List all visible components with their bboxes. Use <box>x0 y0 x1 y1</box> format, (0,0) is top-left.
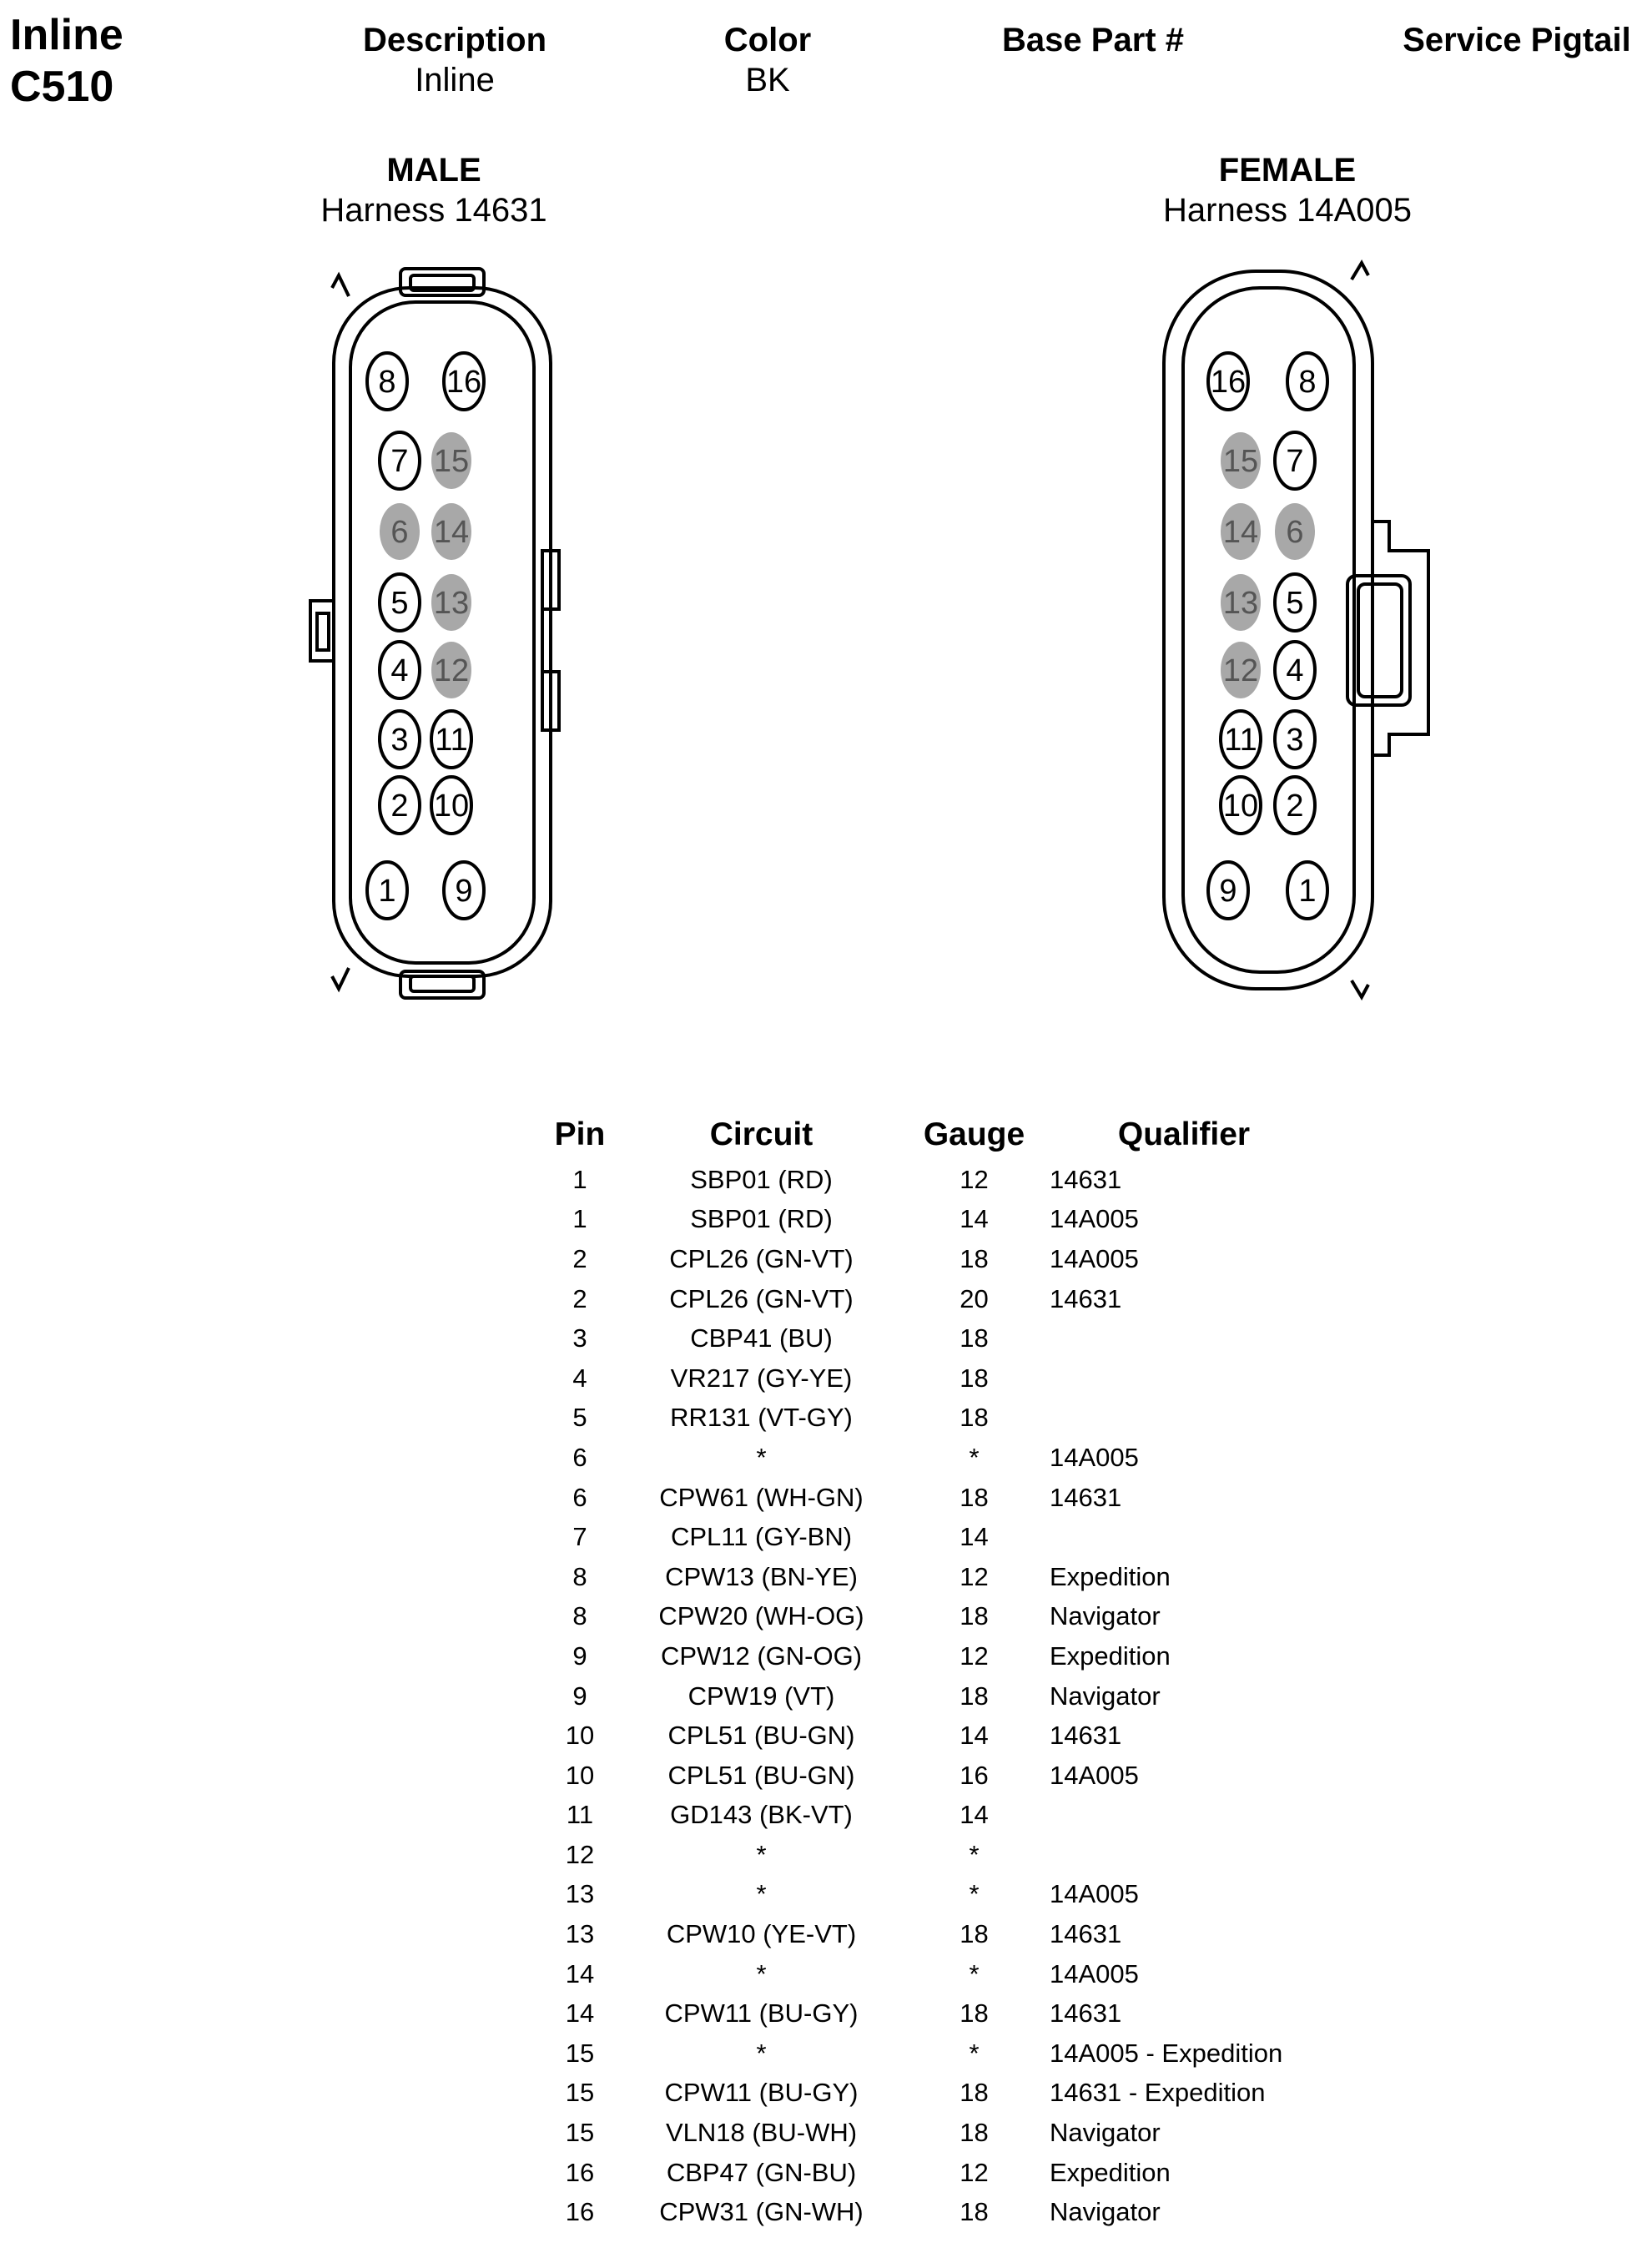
table-row <box>542 1954 1325 1994</box>
qualifier-cell <box>1043 1835 1325 1875</box>
female-pin-label: 13 <box>1222 586 1259 621</box>
qualifier-cell: 14A005 - Expedition <box>1050 2038 1283 2068</box>
pin-cell: 2 <box>572 1243 587 1273</box>
gauge-cell: * <box>969 1958 980 1988</box>
pin-cell: 13 <box>565 1879 595 1909</box>
circuit-cell: * <box>756 1839 767 1869</box>
circuit-cell: CPW20 (WH-OG) <box>658 1601 864 1631</box>
male-pin-label: 5 <box>390 586 409 621</box>
circuit-cell: * <box>756 1958 767 1988</box>
female-pin-label: 8 <box>1298 365 1317 400</box>
table-row <box>542 1279 1325 1319</box>
male-pin-label: 15 <box>433 444 470 479</box>
circuit-cell: CBP41 (BU) <box>690 1323 833 1353</box>
female-pin-label: 10 <box>1222 789 1259 824</box>
qualifier-cell: 14A005 <box>1050 1958 1139 1988</box>
female-pin-label: 9 <box>1219 874 1237 909</box>
gauge-cell: 18 <box>959 1482 989 1512</box>
gauge-cell: 12 <box>959 2157 989 2187</box>
gauge-cell: 18 <box>959 1919 989 1949</box>
pin-cell: 8 <box>572 1601 587 1631</box>
pin-table <box>542 1110 1325 2232</box>
gauge-cell: 18 <box>959 1323 989 1353</box>
qualifier-cell: Navigator <box>1050 1681 1161 1711</box>
gauge-cell: 14 <box>959 1522 989 1552</box>
gauge-cell: * <box>969 2038 980 2068</box>
male-pin-label: 8 <box>378 365 396 400</box>
pin-cell: 4 <box>572 1363 587 1393</box>
gauge-cell: * <box>969 1442 980 1472</box>
table-row <box>542 1358 1325 1399</box>
gauge-cell: 18 <box>959 2118 989 2148</box>
table-row <box>542 1557 1325 1597</box>
table-row <box>542 1875 1325 1915</box>
qualifier-cell <box>1043 1517 1325 1557</box>
male-pin-label: 11 <box>435 723 468 758</box>
circuit-cell: CPW11 (BU-GY) <box>664 2078 859 2108</box>
female-pin-label: 3 <box>1286 723 1304 758</box>
circuit-cell: CPL11 (GY-BN) <box>670 1522 853 1552</box>
qualifier-cell: 14A005 <box>1050 1243 1139 1273</box>
table-row <box>542 2153 1325 2193</box>
circuit-cell: CPL26 (GN-VT) <box>669 1283 854 1313</box>
male-pin-label: 14 <box>433 515 470 550</box>
gauge-cell: 18 <box>959 1243 989 1273</box>
table-row <box>542 1914 1325 1954</box>
circuit-cell: CPL51 (BU-GN) <box>667 1721 855 1751</box>
circuit-cell: * <box>756 1879 767 1909</box>
table-row <box>542 1318 1325 1358</box>
table-row <box>542 1716 1325 1756</box>
gauge-cell: 18 <box>959 2197 989 2227</box>
female-pin-label: 1 <box>1298 874 1317 909</box>
pin-cell: 15 <box>565 2118 595 2148</box>
pin-table-header <box>542 1110 1325 1160</box>
gauge-cell: 12 <box>959 1561 989 1591</box>
table-row <box>542 1438 1325 1478</box>
female-pin-label: 15 <box>1222 444 1259 479</box>
circuit-cell: CPW12 (GN-OG) <box>660 1641 863 1671</box>
table-row <box>542 1756 1325 1796</box>
female-pin-label: 5 <box>1286 586 1304 621</box>
female-pin-label: 4 <box>1286 653 1304 688</box>
male-pin-label: 1 <box>378 874 396 909</box>
table-row <box>542 1676 1325 1716</box>
table-row <box>542 2034 1325 2074</box>
base-part-label: Base Part # <box>1002 22 1184 58</box>
pin-cell: 15 <box>565 2078 595 2108</box>
pin-cell: 9 <box>572 1681 587 1711</box>
gauge-cell: 12 <box>959 1164 989 1194</box>
pin-cell: 6 <box>572 1482 587 1512</box>
pin-cell: 6 <box>572 1442 587 1472</box>
table-row <box>542 1796 1325 1836</box>
gauge-cell: 18 <box>959 1403 989 1433</box>
qualifier-cell: 14631 <box>1050 1919 1122 1949</box>
qualifier-cell <box>1043 1796 1325 1836</box>
male-pin-label: 13 <box>433 586 470 621</box>
connector-id: C510 <box>10 63 114 111</box>
pin-cell: 10 <box>565 1760 595 1790</box>
circuit-cell: CPW19 (VT) <box>687 1681 835 1711</box>
male-harness: Harness 14631 <box>320 192 547 229</box>
qualifier-cell: 14631 <box>1050 1482 1122 1512</box>
circuit-cell: CPW10 (YE-VT) <box>666 1919 857 1949</box>
pin-header: Pin <box>554 1116 606 1152</box>
gauge-cell: 18 <box>959 1601 989 1631</box>
pin-cell: 16 <box>565 2157 595 2187</box>
male-pin-label: 3 <box>390 723 409 758</box>
qualifier-cell: 14631 <box>1050 1283 1122 1313</box>
pin-cell: 12 <box>565 1839 595 1869</box>
color-label: Color <box>723 22 812 58</box>
qualifier-cell: Expedition <box>1050 1561 1171 1591</box>
table-row <box>542 2074 1325 2114</box>
qualifier-cell: Expedition <box>1050 1641 1171 1671</box>
description-value: Inline <box>415 62 495 98</box>
male-pin-label: 6 <box>390 515 409 550</box>
pin-cell: 9 <box>572 1641 587 1671</box>
male-pin-label: 10 <box>433 789 470 824</box>
female-title: FEMALE <box>1218 152 1357 189</box>
pin-cell: 16 <box>565 2197 595 2227</box>
table-row <box>542 1399 1325 1439</box>
table-row <box>542 1597 1325 1637</box>
circuit-cell: * <box>756 2038 767 2068</box>
female-pin-label: 2 <box>1286 789 1304 824</box>
circuit-cell: CPW31 (GN-WH) <box>659 2197 864 2227</box>
gauge-cell: 18 <box>959 1998 989 2029</box>
qualifier-cell <box>1043 1358 1325 1399</box>
connector-name: Inline <box>10 11 123 59</box>
color-value: BK <box>745 62 790 98</box>
qualifier-header: Qualifier <box>1117 1116 1251 1152</box>
male-pin-label: 4 <box>390 653 409 688</box>
gauge-cell: 18 <box>959 1681 989 1711</box>
qualifier-cell: 14A005 <box>1050 1442 1139 1472</box>
gauge-cell: * <box>969 1839 980 1869</box>
qualifier-cell: Navigator <box>1050 1601 1161 1631</box>
pin-cell: 14 <box>565 1958 595 1988</box>
circuit-cell: RR131 (VT-GY) <box>670 1403 853 1433</box>
female-pin-label: 16 <box>1210 365 1247 400</box>
service-pigtail-label: Service Pigtail <box>1403 22 1631 58</box>
female-harness: Harness 14A005 <box>1163 192 1412 229</box>
gauge-cell: 14 <box>959 1800 989 1830</box>
female-pin-label: 12 <box>1222 653 1259 688</box>
circuit-header: Circuit <box>709 1116 813 1152</box>
female-connector <box>0 0 1652 1085</box>
female-pin-label: 14 <box>1222 515 1259 550</box>
female-body <box>1164 271 1372 989</box>
qualifier-cell: 14631 <box>1050 1998 1122 2029</box>
qualifier-cell: Navigator <box>1050 2118 1161 2148</box>
male-pin-label: 12 <box>433 653 470 688</box>
pin-cell: 14 <box>565 1998 595 2029</box>
gauge-header: Gauge <box>923 1116 1025 1152</box>
table-row <box>542 2192 1325 2232</box>
circuit-cell: CPW11 (BU-GY) <box>664 1998 859 2029</box>
gauge-cell: 12 <box>959 1641 989 1671</box>
female-pin-label: 7 <box>1286 444 1304 479</box>
male-pin-label: 7 <box>390 444 409 479</box>
circuit-cell: SBP01 (RD) <box>690 1164 833 1194</box>
pin-cell: 1 <box>572 1164 587 1194</box>
circuit-cell: CPW61 (WH-GN) <box>659 1482 864 1512</box>
male-pin-label: 16 <box>446 365 482 400</box>
gauge-cell: 14 <box>959 1204 989 1234</box>
qualifier-cell: 14A005 <box>1050 1760 1139 1790</box>
qualifier-cell: 14A005 <box>1050 1204 1139 1234</box>
pin-cell: 13 <box>565 1919 595 1949</box>
circuit-cell: * <box>756 1442 767 1472</box>
pin-cell: 10 <box>565 1721 595 1751</box>
gauge-cell: 14 <box>959 1721 989 1751</box>
circuit-cell: VLN18 (BU-WH) <box>665 2118 858 2148</box>
table-row <box>542 1200 1325 1240</box>
female-pin-label: 6 <box>1286 515 1304 550</box>
male-title: MALE <box>386 152 481 189</box>
circuit-cell: CPW13 (BN-YE) <box>665 1561 858 1591</box>
circuit-cell: CPL26 (GN-VT) <box>669 1243 854 1273</box>
male-pin-label: 9 <box>455 874 473 909</box>
qualifier-cell <box>1043 1399 1325 1439</box>
gauge-cell: * <box>969 1879 980 1909</box>
pin-cell: 5 <box>572 1403 587 1433</box>
description-label: Description <box>362 22 547 58</box>
pin-cell: 3 <box>572 1323 587 1353</box>
circuit-cell: GD143 (BK-VT) <box>670 1800 853 1830</box>
pin-cell: 1 <box>572 1204 587 1234</box>
table-row <box>542 1160 1325 1200</box>
pin-cell: 7 <box>572 1522 587 1552</box>
table-row <box>542 1239 1325 1279</box>
pin-cell: 8 <box>572 1561 587 1591</box>
qualifier-cell <box>1043 1318 1325 1358</box>
table-row <box>542 1636 1325 1676</box>
gauge-cell: 18 <box>959 2078 989 2108</box>
table-row <box>542 1478 1325 1518</box>
qualifier-cell: Navigator <box>1050 2197 1161 2227</box>
table-row <box>542 2113 1325 2153</box>
circuit-cell: CBP47 (GN-BU) <box>666 2157 857 2187</box>
table-row <box>542 1993 1325 2034</box>
pin-cell: 11 <box>566 1800 594 1830</box>
table-row <box>542 1835 1325 1875</box>
table-row <box>542 1517 1325 1557</box>
circuit-cell: CPL51 (BU-GN) <box>667 1760 855 1790</box>
qualifier-cell: 14A005 <box>1050 1879 1139 1909</box>
gauge-cell: 16 <box>959 1760 989 1790</box>
female-pin-label: 11 <box>1224 723 1257 758</box>
qualifier-cell: Expedition <box>1050 2157 1171 2187</box>
pin-cell: 15 <box>565 2038 595 2068</box>
gauge-cell: 20 <box>959 1283 989 1313</box>
pin-cell: 2 <box>572 1283 587 1313</box>
qualifier-cell: 14631 <box>1050 1721 1122 1751</box>
gauge-cell: 18 <box>959 1363 989 1393</box>
male-pin-label: 2 <box>390 789 409 824</box>
qualifier-cell: 14631 - Expedition <box>1050 2078 1266 2108</box>
qualifier-cell: 14631 <box>1050 1164 1122 1194</box>
circuit-cell: VR217 (GY-YE) <box>670 1363 853 1393</box>
circuit-cell: SBP01 (RD) <box>690 1204 833 1234</box>
